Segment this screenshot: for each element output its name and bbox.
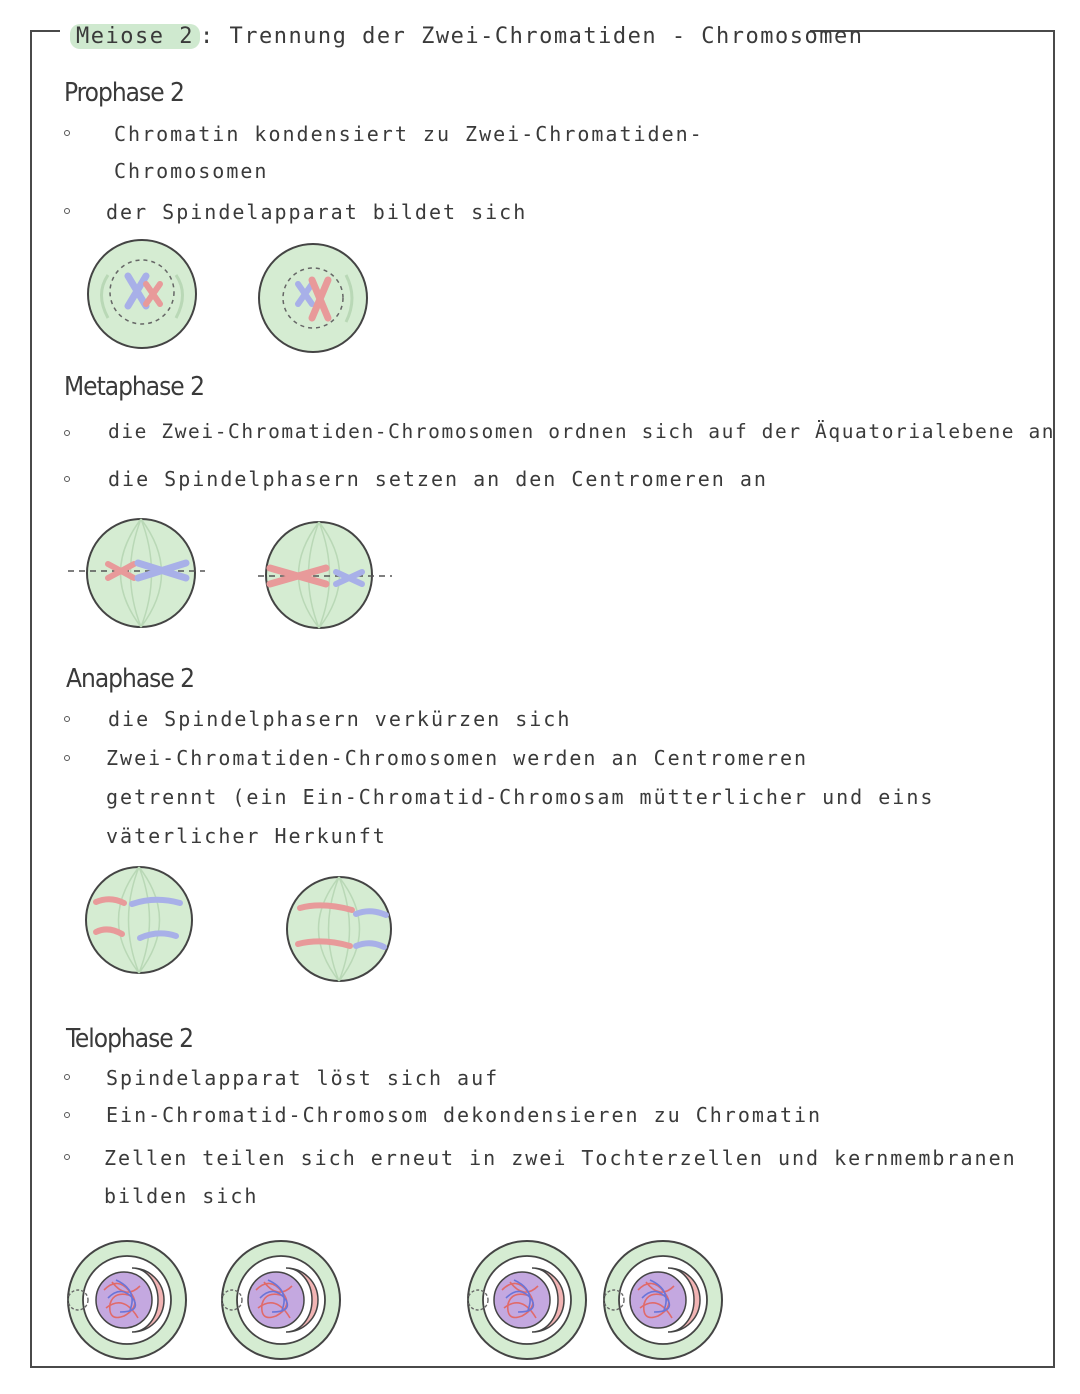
telophase-cell-2 (222, 1241, 340, 1359)
prophase-cell-2 (259, 244, 367, 352)
telophase-line-4: bilden sich (104, 1184, 259, 1208)
anaphase-heading: Anaphase 2 (66, 664, 195, 694)
prophase-line-3: der Spindelapparat bildet sich (106, 200, 528, 224)
telophase-cell-4 (604, 1241, 722, 1359)
title-rest: : Trennung der Zwei-Chromatiden - Chromosomen (199, 24, 864, 49)
anaphase-line-4: väterlicher Herkunft (106, 824, 387, 848)
telophase-line-1: Spindelapparat löst sich auf (106, 1066, 500, 1090)
prophase-heading: Prophase 2 (64, 78, 184, 108)
anaphase-cell-2 (287, 877, 391, 981)
telophase-heading: Telophase 2 (66, 1024, 193, 1054)
telophase-cell-3 (468, 1241, 586, 1359)
metaphase-heading: Metaphase 2 (64, 372, 204, 402)
anaphase-cell-1 (86, 867, 192, 973)
anaphase-line-1: die Spindelphasern verkürzen sich (108, 707, 572, 731)
anaphase-line-2: Zwei-Chromatiden-Chromosomen werden an Centromeren (106, 746, 809, 770)
metaphase-cell-2 (258, 522, 392, 628)
prophase-line-1: Chromatin kondensiert zu Zwei-Chromatiden- (114, 122, 704, 146)
telophase-line-3: Zellen teilen sich erneut in zwei Tochterzellen und kernmembranen (104, 1146, 1017, 1170)
metaphase-line-1: die Zwei-Chromatiden-Chromosomen ordnen sich auf der Äquatorialebene an (108, 420, 1056, 443)
anaphase-line-3: getrennt (ein Ein-Chromatid-Chromosam mütterlicher und eins (106, 785, 935, 809)
metaphase-line-2: die Spindelphasern setzen an den Centromeren an (108, 467, 768, 491)
prophase-line-2: Chromosomen (114, 159, 269, 183)
prophase-cell-1 (88, 240, 196, 348)
metaphase-cell-1 (68, 519, 205, 627)
telophase-line-2: Ein-Chromatid-Chromosom dekondensieren zu Chromatin (106, 1103, 823, 1127)
telophase-cell-1 (68, 1241, 186, 1359)
title-highlight: Meiose 2 (70, 24, 200, 49)
